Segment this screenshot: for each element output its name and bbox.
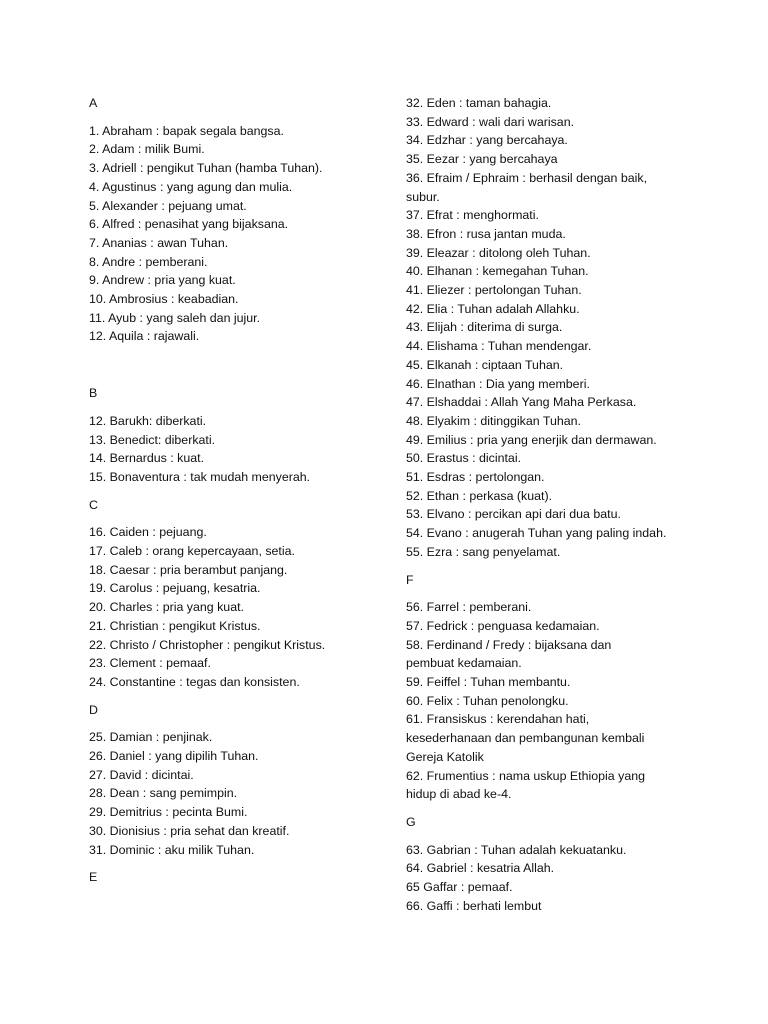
section-a <box>89 94 389 346</box>
name-entry: 14. Bernardus : kuat. <box>89 451 205 466</box>
name-entry: 39. Eleazar : ditolong oleh Tuhan. <box>406 245 591 260</box>
name-entry: 15. Bonaventura : tak mudah menyerah. <box>89 469 311 484</box>
name-entry: 3. Adriell : pengikut Tuhan (hamba Tuhan). <box>89 161 323 176</box>
section-heading: F <box>406 572 414 587</box>
left-column <box>89 94 389 887</box>
name-entry: 35. Eezar : yang bercahaya <box>406 152 558 167</box>
name-entry: 65 Gaffar : pemaaf. <box>406 880 513 895</box>
section-b <box>89 384 389 487</box>
name-entry: 34. Edzhar : yang bercahaya. <box>406 133 568 148</box>
name-entry: 40. Elhanan : kemegahan Tuhan. <box>406 264 589 279</box>
name-entry: 52. Ethan : perkasa (kuat). <box>406 488 553 503</box>
section-heading: E <box>89 870 98 885</box>
name-entry: 64. Gabriel : kesatria Allah. <box>406 861 555 876</box>
section-spacer <box>89 692 389 701</box>
name-entry: 66. Gaffi : berhati lembut <box>406 898 542 913</box>
name-entry: 18. Caesar : pria berambut panjang. <box>89 562 288 577</box>
name-entry: 58. Ferdinand / Fredy : bijaksana dan pembuat kedamaian. <box>406 637 612 671</box>
name-entry: 38. Efron : rusa jantan muda. <box>406 226 566 241</box>
name-entry: 30. Dionisius : pria sehat dan kreatif. <box>89 823 290 838</box>
heading-spacer <box>406 832 706 841</box>
name-entry: 6. Alfred : penasihat yang bijaksana. <box>89 217 289 232</box>
name-entry: 22. Christo / Christopher : pengikut Kristus. <box>89 637 326 652</box>
name-entry: 57. Fedrick : penguasa kedamaian. <box>406 618 600 633</box>
name-entry: 7. Ananias : awan Tuhan. <box>89 235 229 250</box>
name-entry: 21. Christian : pengikut Kristus. <box>89 618 261 633</box>
name-entry: 11. Ayub : yang saleh dan jujur. <box>89 310 261 325</box>
name-entry: 29. Demitrius : pecinta Bumi. <box>89 805 248 820</box>
section-spacer <box>89 859 389 868</box>
name-entry: 37. Efrat : menghormati. <box>406 208 539 223</box>
section-f <box>406 571 706 804</box>
section-continued <box>406 94 706 562</box>
name-entry: 8. Andre : pemberani. <box>89 254 208 269</box>
section-heading: D <box>89 702 98 717</box>
section-spacer <box>406 562 706 571</box>
name-entry: 45. Elkanah : ciptaan Tuhan. <box>406 357 564 372</box>
name-entry: 2. Adam : milik Bumi. <box>89 142 205 157</box>
name-entry: 16. Caiden : pejuang. <box>89 525 207 540</box>
name-entry: 25. Damian : penjinak. <box>89 730 213 745</box>
section-c <box>89 496 389 692</box>
name-entry: 42. Elia : Tuhan adalah Allahku. <box>406 301 580 316</box>
section-g <box>406 813 706 916</box>
section-e <box>89 868 389 887</box>
name-entry: 31. Dominic : aku milik Tuhan. <box>89 842 255 857</box>
name-entry: 24. Constantine : tegas dan konsisten. <box>89 674 300 689</box>
name-entry: 9. Andrew : pria yang kuat. <box>89 273 236 288</box>
heading-spacer <box>406 589 706 598</box>
name-entry: 28. Dean : sang pemimpin. <box>89 786 238 801</box>
heading-spacer <box>89 113 389 122</box>
section-spacer <box>89 346 389 384</box>
section-heading: C <box>89 497 98 512</box>
name-entry: 48. Elyakim : ditinggikan Tuhan. <box>406 413 581 428</box>
name-entry: 43. Elijah : diterima di surga. <box>406 320 563 335</box>
name-entry: 49. Emilius : pria yang enerjik dan dermawan. <box>406 432 657 447</box>
section-heading: G <box>406 815 416 829</box>
name-entry: 47. Elshaddai : Allah Yang Maha Perkasa. <box>406 395 637 410</box>
name-entry: 50. Erastus : dicintai. <box>406 451 522 466</box>
name-entry: 13. Benedict: diberkati. <box>89 432 216 447</box>
name-entry: 12. Barukh: diberkati. <box>89 413 207 428</box>
section-d <box>89 701 389 860</box>
name-entry: 12. Aquila : rajawali. <box>89 329 200 344</box>
name-entry: 53. Elvano : percikan api dari dua batu. <box>406 507 621 522</box>
section-heading: A <box>89 96 98 110</box>
name-entry: 5. Alexander : pejuang umat. <box>89 198 247 213</box>
name-entry: 33. Edward : wali dari warisan. <box>406 114 575 129</box>
name-entry: 17. Caleb : orang kepercayaan, setia. <box>89 544 295 559</box>
name-entry: 32. Eden : taman bahagia. <box>406 96 552 110</box>
name-entry: 4. Agustinus : yang agung dan mulia. <box>89 179 293 194</box>
heading-spacer <box>89 719 389 728</box>
name-entry: 10. Ambrosius : keabadian. <box>89 292 239 307</box>
name-entry: 54. Evano : anugerah Tuhan yang paling indah. <box>406 526 667 541</box>
name-entry: 27. David : dicintai. <box>89 767 194 782</box>
name-entry: 36. Efraim / Ephraim : berhasil dengan baik, subur. <box>406 170 648 204</box>
name-entry: 51. Esdras : pertolongan. <box>406 470 545 485</box>
name-entry: 59. Feiffel : Tuhan membantu. <box>406 675 571 690</box>
name-entry: 20. Charles : pria yang kuat. <box>89 600 244 615</box>
name-entry: 44. Elishama : Tuhan mendengar. <box>406 339 592 354</box>
name-entry: 60. Felix : Tuhan penolongku. <box>406 693 569 708</box>
name-entry: 63. Gabrian : Tuhan adalah kekuatanku. <box>406 842 627 857</box>
name-entry: 55. Ezra : sang penyelamat. <box>406 544 561 559</box>
name-entry: 23. Clement : pemaaf. <box>89 656 211 671</box>
section-spacer <box>89 487 389 496</box>
name-entry: 1. Abraham : bapak segala bangsa. <box>89 123 284 138</box>
name-entry: 26. Daniel : yang dipilih Tuhan. <box>89 749 259 764</box>
name-entry: 61. Fransiskus : kerendahan hati, kesederhanaan dan pembangunan kembali Gereja Katolik <box>406 712 645 764</box>
right-column <box>406 94 706 916</box>
section-heading: B <box>89 386 98 401</box>
name-entry: 46. Elnathan : Dia yang memberi. <box>406 376 590 391</box>
heading-spacer <box>89 403 389 412</box>
name-entry: 19. Carolus : pejuang, kesatria. <box>89 581 261 596</box>
name-entry: 41. Eliezer : pertolongan Tuhan. <box>406 283 582 298</box>
name-entry: 56. Farrel : pemberani. <box>406 600 532 615</box>
name-entry: 62. Frumentius : nama uskup Ethiopia yang hidup di abad ke-4. <box>406 768 645 802</box>
section-spacer <box>406 804 706 813</box>
heading-spacer <box>89 514 389 523</box>
